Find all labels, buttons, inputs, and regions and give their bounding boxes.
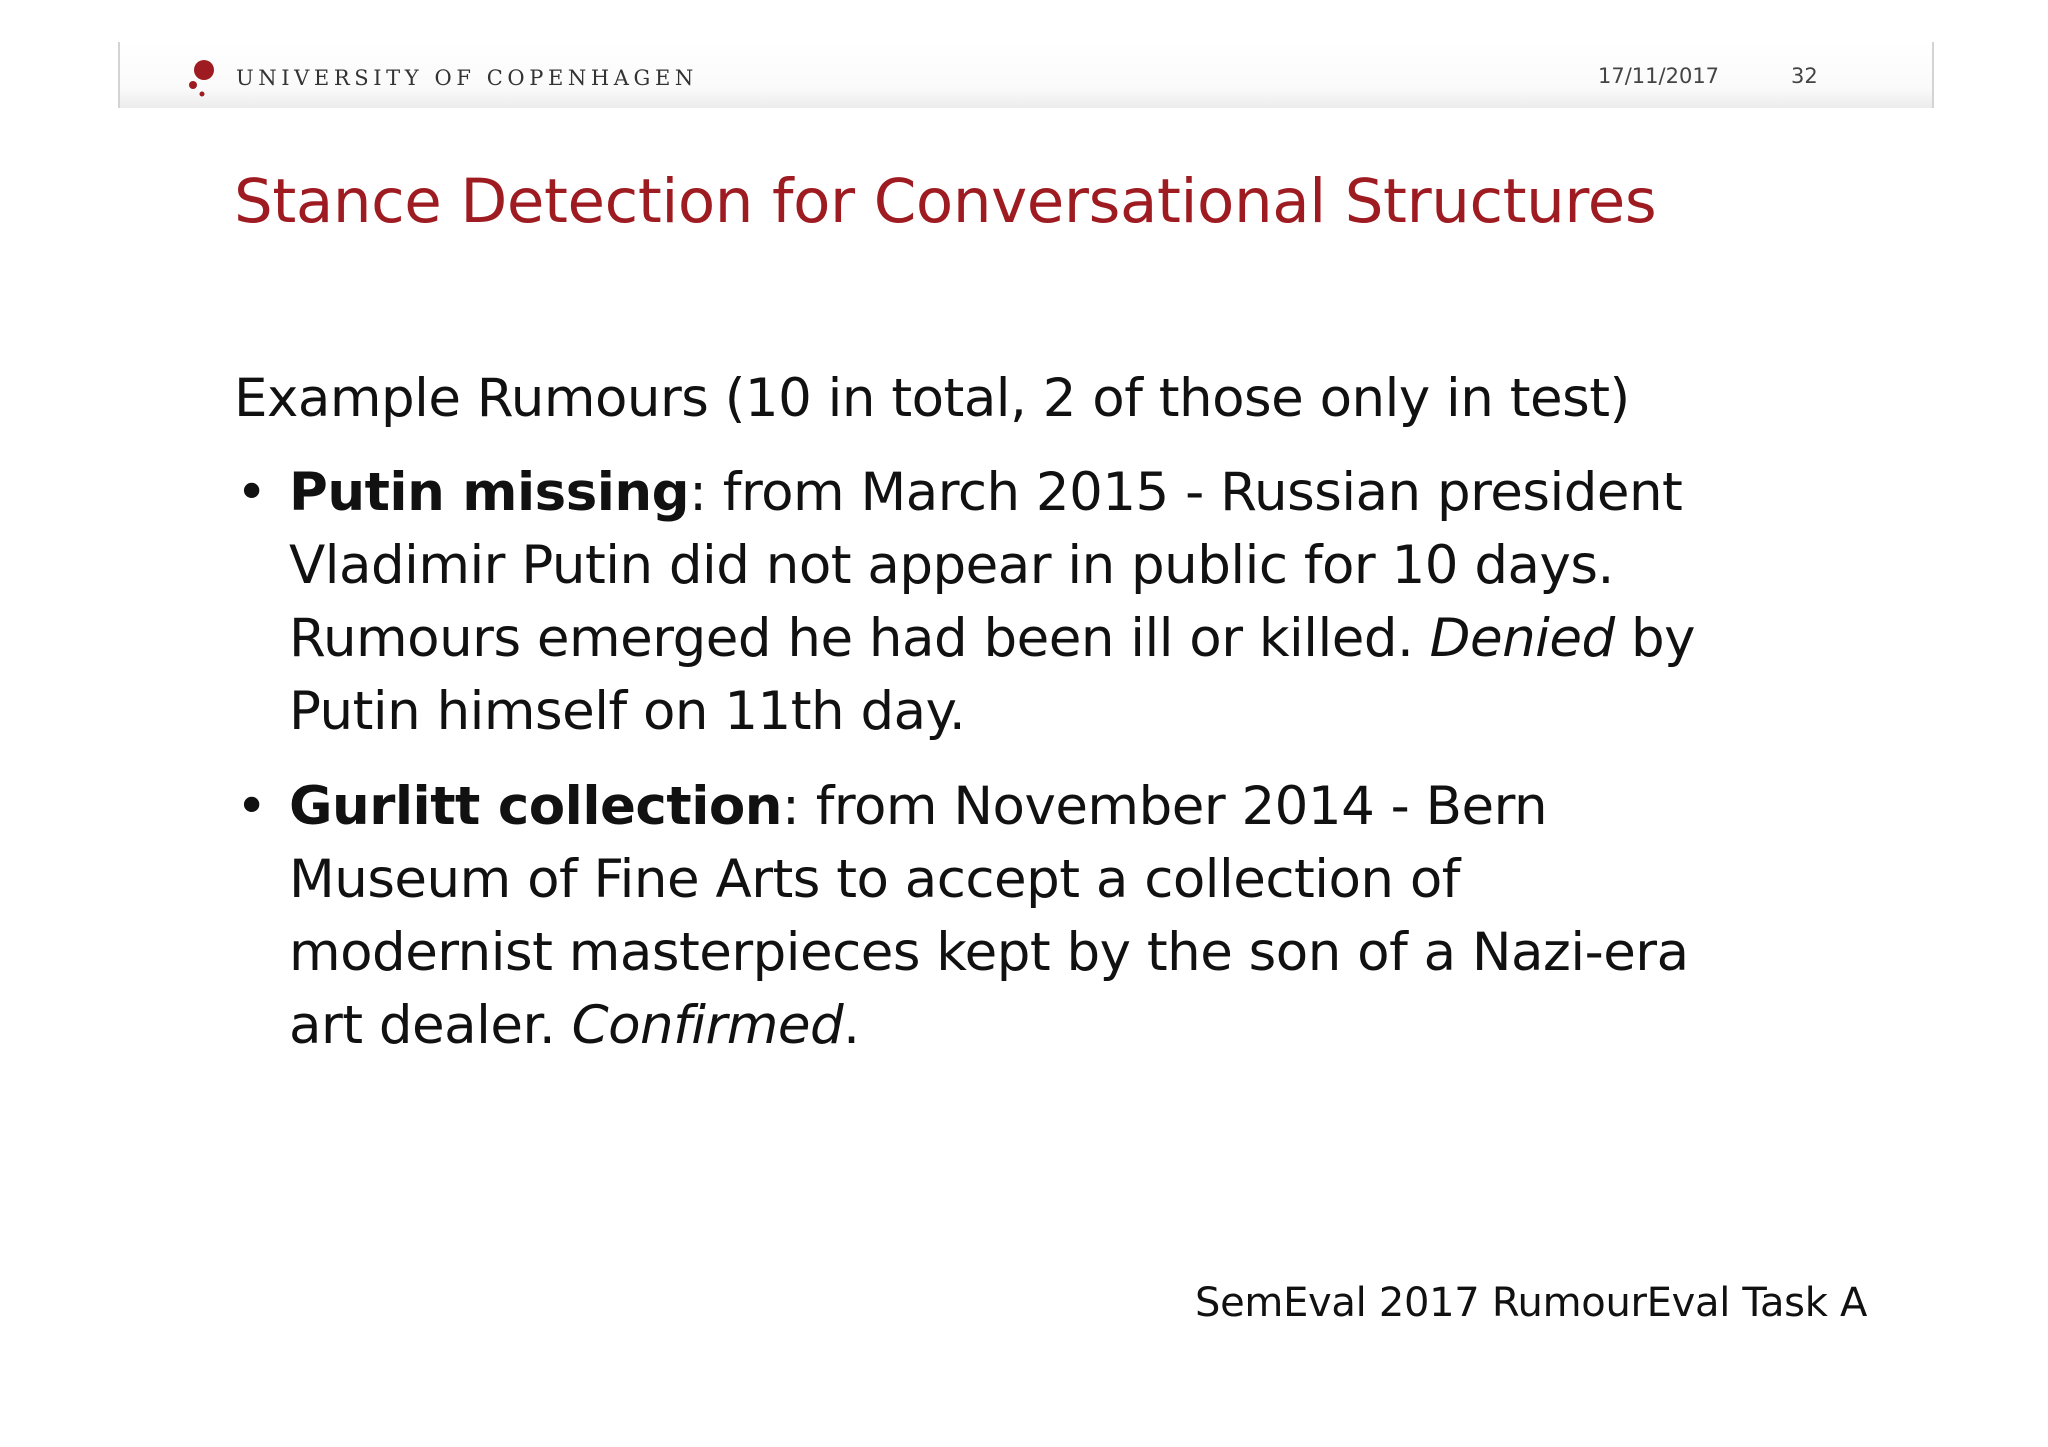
bullet-line: modernist masterpieces kept by the son of a Nazi-era <box>289 922 1689 983</box>
rumour-list <box>234 456 1814 1084</box>
bullet-line: Vladimir Putin did not appear in public for 10 days. <box>289 535 1614 596</box>
page-number: 32 <box>1791 64 1818 88</box>
bullet-line: Gurlitt collection: from November 2014 - Bern <box>289 776 1548 837</box>
slide-date: 17/11/2017 <box>1598 64 1720 88</box>
intro-text: Example Rumours (10 in total, 2 of those only in test) <box>234 368 1630 429</box>
bullet-line: Putin missing: from March 2015 - Russian president <box>289 462 1683 523</box>
slide-title: Stance Detection for Conversational Structures <box>234 166 1657 237</box>
list-item-putin-missing <box>234 456 1814 748</box>
verdict-text: Denied <box>1429 608 1615 669</box>
bullet-line: Rumours emerged he had been ill or killed. Denied by <box>289 608 1696 669</box>
bullet-line: art dealer. Confirmed. <box>289 995 860 1056</box>
rumour-name: Gurlitt collection <box>289 776 782 837</box>
bullet-icon: • <box>236 776 267 837</box>
source-citation: SemEval 2017 RumourEval Task A <box>1195 1280 1868 1326</box>
rumour-name: Putin missing <box>289 462 690 523</box>
bullet-line: Putin himself on 11th day. <box>289 681 966 742</box>
verdict-text: Confirmed <box>571 995 844 1056</box>
university-seal-icon <box>186 58 222 98</box>
bullet-icon: • <box>236 462 267 523</box>
bullet-line: Museum of Fine Arts to accept a collection of <box>289 849 1460 910</box>
university-name: UNIVERSITY OF COPENHAGEN <box>236 66 698 90</box>
list-item-gurlitt-collection <box>234 770 1814 1062</box>
